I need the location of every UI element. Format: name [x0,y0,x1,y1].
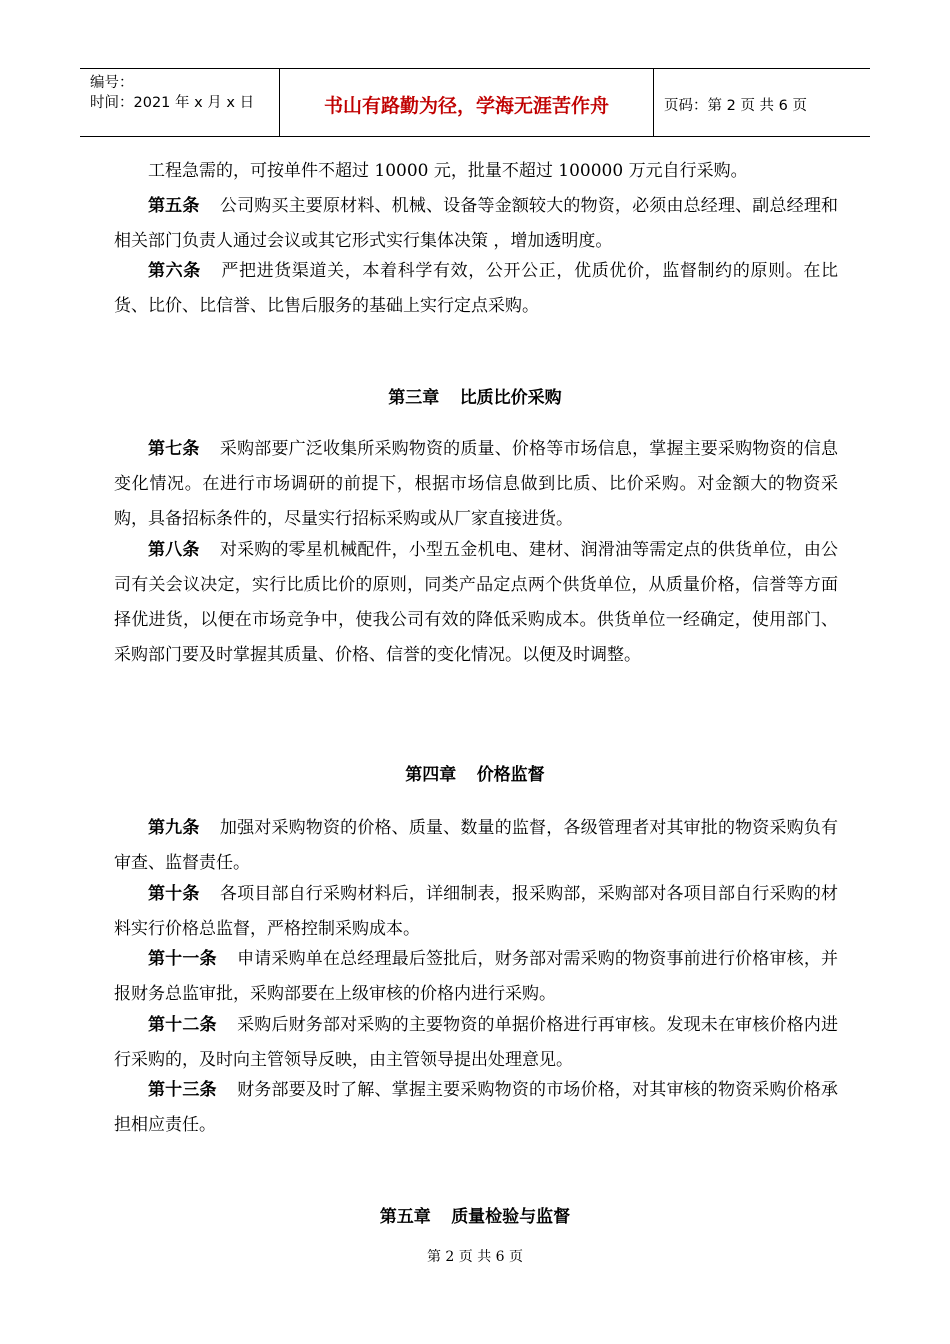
article-text: 财务部要及时了解、掌握主要采购物资的市场价格，对其审核的物资采购价格承担相应责任。 [114,1080,839,1135]
article-11 [114,942,838,1012]
article-8 [114,533,838,673]
paragraph-continuation [114,154,838,189]
header-motto: 书山有路勤为径，学海无涯苦作舟 [280,69,654,136]
article-label: 第六条 [148,261,201,281]
article-label: 第八条 [148,540,200,560]
chapter-title: 价格监督 [476,765,545,785]
header-page-info: 页码：第 2 页 共 6 页 [664,98,807,114]
document-number-label: 编号： [90,75,134,91]
article-label: 第九条 [148,818,200,838]
article-label: 第五条 [148,196,200,216]
chapter-title: 比质比价采购 [459,388,562,408]
article-label: 第十三条 [148,1080,217,1100]
article-label: 第十一条 [148,949,217,969]
paragraph-text: 工程急需的，可按单件不超过 10000 元，批量不超过 100000 万元自行采购。 [148,161,748,181]
article-text: 采购部要广泛收集所采购物资的质量、价格等市场信息，掌握主要采购物资的信息变化情况。在进行市场调研的前提下，根据市场信息做到比质、比价采购。对金额大的物资采购，具备招标条件的，尽量实行招标采购或从厂家直接进货。 [114,439,839,529]
header-meta [80,69,280,136]
article-text: 申请采购单在总经理最后签批后，财务部对需采购的物资事前进行价格审核，并报财务总监审批，采购部要在上级审核的价格内进行采购。 [114,949,839,1004]
page-footer: 第 2 页 共 6 页 [426,1249,524,1265]
article-9 [114,811,838,881]
article-12 [114,1008,838,1078]
article-text: 严把进货渠道关，本着科学有效，公开公正，优质优价，监督制约的原则。在比货、比价、比信誉、比售后服务的基础上实行定点采购。 [114,261,839,316]
chapter-heading-5 [80,1202,870,1227]
article-text: 对采购的零星机械配件，小型五金机电、建材、润滑油等需定点的供货单位，由公司有关会议决定，实行比质比价的原则，同类产品定点两个供货单位，从质量价格，信誉等方面择优进货，以便在市场竞争中，使我公司有效的降低采购成本。供货单位一经确定，使用部门、采购部门要及时掌握其质量、价格、信誉的变化情况。以便及时调整。 [114,540,839,665]
article-7 [114,432,838,537]
chapter-number: 第三章 [388,388,440,408]
article-label: 第十条 [148,884,200,904]
chapter-heading-4 [80,760,870,785]
article-text: 各项目部自行采购材料后，详细制表，报采购部，采购部对各项目部自行采购的材料实行价格总监督，严格控制采购成本。 [114,884,839,939]
article-6 [114,254,838,324]
article-text: 加强对采购物资的价格、质量、数量的监督，各级管理者对其审批的物资采购负有审查、监督责任。 [114,818,839,873]
document-date: 时间：2021 年 x 月 x 日 [90,95,255,111]
article-13 [114,1073,838,1143]
chapter-title: 质量检验与监督 [451,1207,571,1227]
chapter-heading-3 [80,383,870,408]
article-label: 第十二条 [148,1015,217,1035]
article-text: 采购后财务部对采购的主要物资的单据价格进行再审核。发现未在审核价格内进行采购的，及时向主管领导反映，由主管领导提出处理意见。 [114,1015,839,1070]
chapter-number: 第四章 [405,765,457,785]
article-5 [114,189,838,259]
article-text: 公司购买主要原材料、机械、设备等金额较大的物资，必须由总经理、副总经理和相关部门负责人通过会议或其它形式实行集体决策 ，增加透明度。 [114,196,839,251]
page-header [80,68,870,137]
article-10 [114,877,838,947]
article-label: 第七条 [148,439,200,459]
chapter-number: 第五章 [379,1207,431,1227]
